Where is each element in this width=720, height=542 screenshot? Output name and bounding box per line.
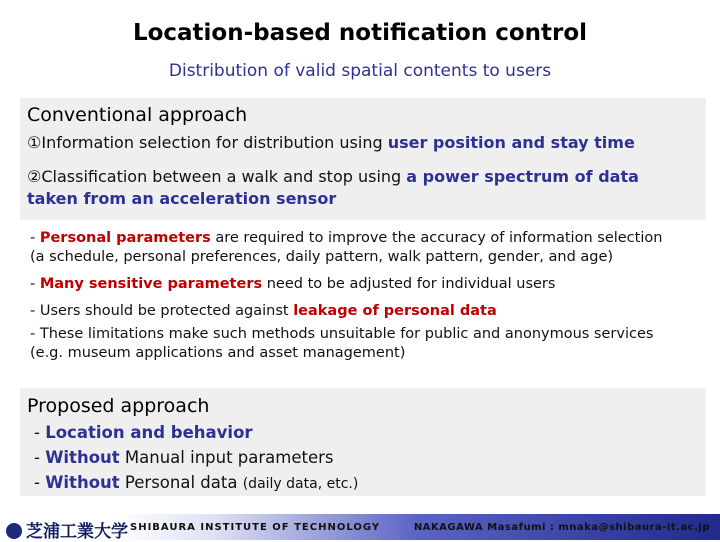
note2-highlight: Many sensitive parameters <box>39 276 263 292</box>
item2-highlight-2: taken from an acceleration sensor <box>27 189 337 208</box>
proposed-item-3 <box>34 473 358 492</box>
footer-bar <box>0 514 720 540</box>
note1-highlight: Personal parameters <box>39 230 211 246</box>
note4-line2: (e.g. museum applications and asset management) <box>30 345 406 361</box>
note2-dash: - <box>30 276 40 292</box>
item2-text: ②Classification between a walk and stop using <box>27 167 407 186</box>
slide-title: Location-based notification control <box>132 20 588 46</box>
p1-highlight: Location and behavior <box>45 423 253 442</box>
p2-highlight: Without <box>45 448 120 467</box>
note-sensitive-parameters <box>30 275 710 294</box>
conventional-item-1 <box>27 132 635 154</box>
p3-text: Personal data <box>119 473 243 492</box>
institute-name: SHIBAURA INSTITUTE OF TECHNOLOGY <box>130 522 381 533</box>
p2-dash: - <box>34 448 46 467</box>
item1-text: ①Information selection for distribution using <box>27 133 388 152</box>
proposed-item-1 <box>34 423 253 442</box>
note1-text: are required to improve the accuracy of information selection <box>210 230 663 246</box>
p3-dash: - <box>34 473 46 492</box>
note-leakage <box>30 302 710 321</box>
note-personal-parameters <box>30 229 710 267</box>
p3-highlight: Without <box>45 473 120 492</box>
proposed-heading: Proposed approach <box>27 395 210 417</box>
item1-highlight: user position and stay time <box>387 133 635 152</box>
university-logo <box>6 517 128 542</box>
conventional-approach-box <box>20 98 706 220</box>
note1-dash: - <box>30 230 40 246</box>
note3-highlight: leakage of personal data <box>293 303 497 319</box>
logo-mark-icon <box>6 523 22 539</box>
logo-text: 芝浦工業大学 <box>26 522 128 542</box>
p3-small: (daily data, etc.) <box>242 476 359 492</box>
proposed-item-2 <box>34 448 334 467</box>
note1-line2: (a schedule, personal preferences, daily pattern, walk pattern, gender, and age) <box>30 249 614 265</box>
conventional-item-2 <box>27 166 639 210</box>
note4-line1: - These limitations make such methods unsuitable for public and anonymous services <box>30 326 654 342</box>
p1-dash: - <box>34 423 46 442</box>
author-contact: NAKAGAWA Masafumi : mnaka@shibaura-it.ac.jp <box>413 522 710 533</box>
slide-subtitle: Distribution of valid spatial contents to users <box>168 61 552 81</box>
conventional-heading: Conventional approach <box>27 104 248 126</box>
note3-text: - Users should be protected against <box>30 303 294 319</box>
item2-highlight-1: a power spectrum of data <box>406 167 639 186</box>
p2-text: Manual input parameters <box>119 448 334 467</box>
note-limitations <box>30 325 710 363</box>
note2-text: need to be adjusted for individual users <box>262 276 556 292</box>
proposed-approach-box <box>20 388 706 496</box>
